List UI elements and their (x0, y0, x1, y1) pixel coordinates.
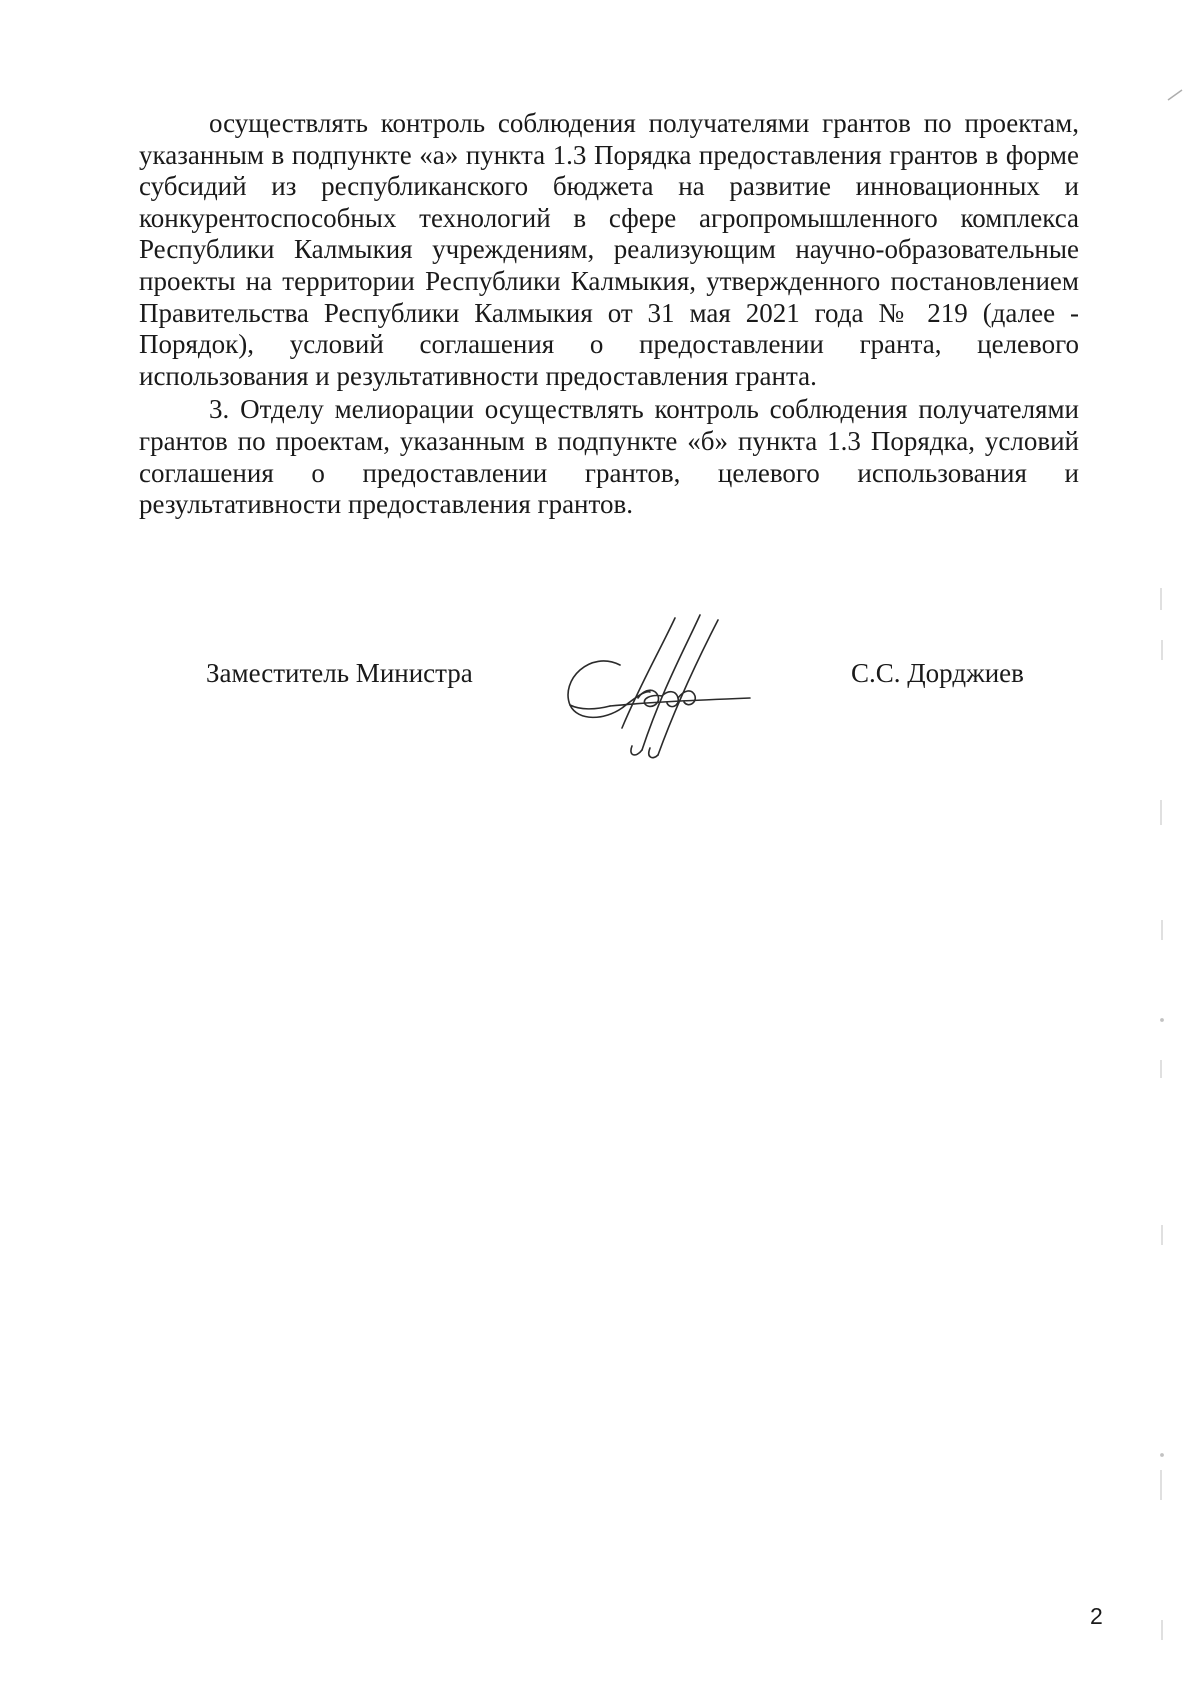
document-body (139, 108, 1079, 521)
signatory-name: С.С. Дорджиев (851, 658, 1024, 688)
page-number: 2 (1090, 1603, 1103, 1629)
paragraph-item-3: 3. Отделу мелиорации осуществлять контроль соблюдения получателями грантов по проектам, указанным в подпункте «б» пункта 1.3 Порядка, условий соглашения о предоставлении грантов, целевого использования и результативности предоставления грантов. (139, 394, 1079, 520)
handwritten-signature (550, 610, 770, 760)
scan-edge-artifacts (1160, 0, 1200, 1697)
paragraph-continuation: осуществлять контроль соблюдения получателями грантов по проектам, указанным в подпункте «а» пункта 1.3 Порядка предоставления грантов в форме субсидий из республиканского бюджета на развитие инновационных и конкурентоспособных технологий в сфере агропромышленного комплекса Республики Калмыкия учреждениям, реализующим научно-образовательные проекты на территории Республики Калмыкия, утвержденного постановлением Правительства Республики Калмыкия от 31 мая 2021 года № 219 (далее - Порядок), условий соглашения о предоставлении гранта, целевого использования и результативности предоставления гранта. (139, 108, 1079, 391)
signatory-position: Заместитель Министра (206, 658, 473, 688)
